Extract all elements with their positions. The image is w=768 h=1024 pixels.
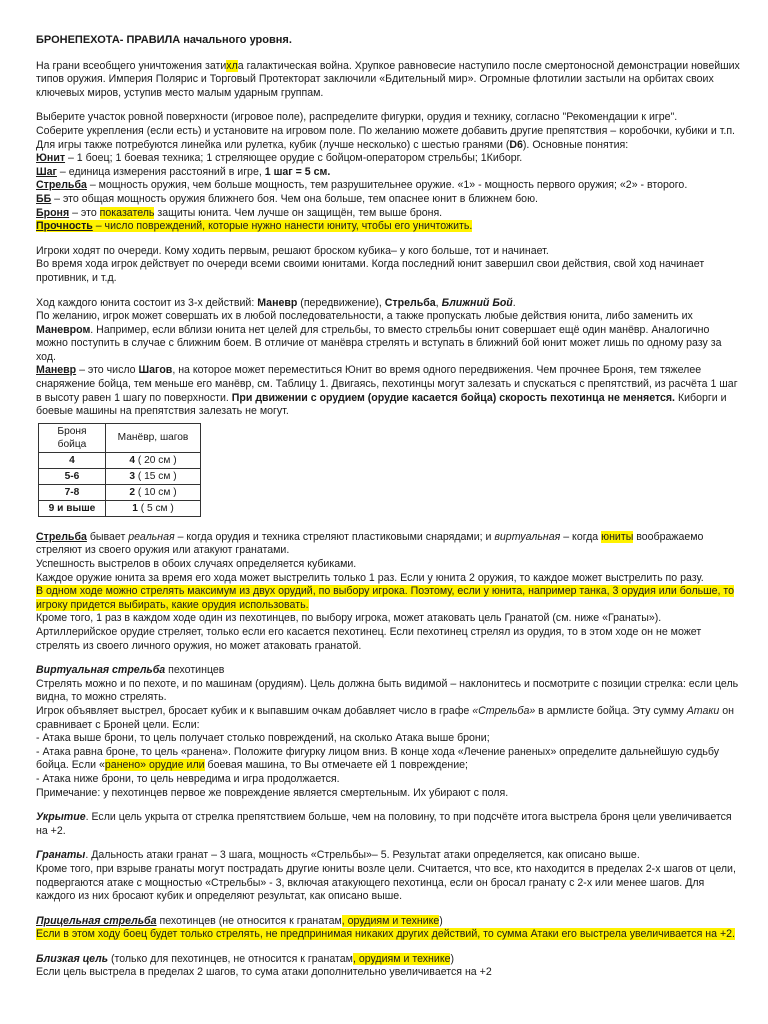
virtual-line-5: - Атака ниже брони, то цель невредима и игра продолжается. <box>36 772 340 785</box>
table-row: 7-8 2 ( 10 см ) <box>39 484 201 500</box>
setup-line-2: Соберите укрепления (если есть) и установите на игровом поле. По желанию можете добавить другие препятствия – коробочки, кубики и т.п. Для игры также потребуются линейка или рулетка, кубик (лучше несколько) с шестью гранями (D6). Основные понятия: <box>36 124 736 151</box>
virtual-note: Примечание: у пехотинцев первое же повреждение является смертельным. Их убирают с поля. <box>36 786 509 799</box>
close-target-heading: Близкая цель (только для пехотинцев, не относится к гранатам, орудиям и технике) <box>36 952 454 965</box>
actions-line-1: Ход каждого юнита состоит из 3-х действий: Маневр (передвижение), Стрельба, Ближний Бой. <box>36 296 516 309</box>
term-armor: Броня – это показатель защиты юнита. Чем лучше он защищён, тем выше броня. <box>36 206 443 219</box>
table-row: 4 4 ( 20 см ) <box>39 452 201 468</box>
page-title: БРОНЕПЕХОТА- ПРАВИЛА начального уровня. <box>36 34 292 46</box>
term-step: Шаг – единица измерения расстояний в игре, 1 шаг = 5 см. <box>36 165 331 178</box>
shooting-line-4: Кроме того, 1 раз в каждом ходе один из пехотинцев, по выбору игрока, может атаковать цель Гранатой (см. ниже «Гранаты»). <box>36 612 662 625</box>
shooting-line-3: Каждое оружие юнита за время его хода может выстрелить только 1 раз. Если у юнита 2 оружия, то каждое может выстрелить по разу. <box>36 571 704 584</box>
shooting-line-5: Артиллерийское орудие стреляет, только если его касается пехотинец. Если пехотинец стрелял из орудия, то в этом ходе он не может стрелять из своего личного оружия, но может атаковать гранатой. <box>36 626 702 652</box>
table-row: 9 и выше 1 ( 5 см ) <box>39 500 201 516</box>
shooting-line-2: Успешность выстрелов в обоих случаях определяется кубиками. <box>36 558 357 571</box>
virtual-line-4: - Атака равна броне, то цель «ранена». Положите фигурку лицом вниз. В конце хода «Лечение раненых» определите дальнейшую судьбу бойца. Если «ранено» орудие или боевая машина, то Вы отмечаете ей 1 повреждение; <box>36 745 720 772</box>
setup-line-1: Выберите участок ровной поверхности (игровое поле), распределите фигурки, орудия и технику, согласно "Рекомендации к игре". <box>36 111 678 124</box>
table-row: 5-6 3 ( 15 см ) <box>39 468 201 484</box>
actions-line-2: По желанию, игрок может совершать их в любой последовательности, а также пропускать любые действия юнита, либо заменить их Маневром. Например, если вблизи юнита нет целей для стрельбы, то вместо стрельбы юнит совершает ещё один манёвр. Аналогично можно поступить в случае с ближним боем. В отличие от манёвра стрелять и вступать в ближний бой юнит может лишь по одному разу за ход. <box>36 310 722 363</box>
term-shooting: Стрельба – мощность оружия, чем больше мощность, тем разрушительнее оружие. «1» - мощность первого оружия; «2» - второго. <box>36 179 688 192</box>
maneuver-paragraph: Маневр – это число Шагов, на которое может переместиться Юнит во время одного передвижения. Чем прочнее Броня, тем тяжелее снаряжение бойца, тем меньше его манёвр, см. Таблицу 1. Двигаясь, пехотинцы могут залезать и спускаться с препятствий, из расчёта 1 шаг в высоту равен 1 шагу по поверхности. При движении с орудием (орудие касается бойца) скорость пехотинца не меняется. Киборги и боевые машины на препятствия залезать не могут. <box>36 364 738 418</box>
grenades-line-2: Кроме того, при взрыве гранаты могут пострадать другие юниты возле цели. Считается, что все, кто находится в пределах 2-х шагов от цели, подвергаются атаке с мощностью «Стрельбы» - 3, включая атакующего пехотинца, если он бросал гранату с 2-х или менее шагов. Для каждого из них бросают кубик и определяют результат, как описано выше. <box>36 862 736 903</box>
term-unit: Юнит – 1 боец; 1 боевая техника; 1 стреляющее орудие с бойцом-оператором стрельбы; 1Киборг. <box>36 152 523 165</box>
shooting-highlight: В одном ходе можно стрелять максимум из двух орудий, по выбору игрока. Поэтому, если у юнита, например танка, 3 орудия или больше, то игроку придется выбирать, какие орудия использовать. <box>36 585 735 611</box>
table-header-row <box>39 423 201 452</box>
shooting-line-1: Стрельба бывает реальная – когда орудия и техника стреляют пластиковыми снарядами; и виртуальная – когда юниты воображаемо стреляют из своего оружия или атакуют гранатами. <box>36 530 704 557</box>
cover-paragraph: Укрытие. Если цель укрыта от стрелка препятствием больше, чем на половину, то при подсчёте итога выстрела броня цели увеличивается на +2. <box>36 811 732 837</box>
virtual-heading: Виртуальная стрельба пехотинцев <box>36 664 225 677</box>
term-melee: ББ – это общая мощность оружия ближнего боя. Чем она больше, тем опаснее юнит в ближнем бою. <box>36 192 538 205</box>
turns-line-2: Во время хода игрок действует по очереди всеми своими юнитами. Когда последний юнит завершил свои действия, свой ход начинает противник, и т.д. <box>36 258 705 284</box>
highlight: хл <box>226 59 238 72</box>
virtual-line-2: Игрок объявляет выстрел, бросает кубик и к выпавшим очкам добавляет число в графе «Стрельба» в армлисте бойца. Эту сумму Атаки он сравнивает с Броней цели. Если: <box>36 704 734 731</box>
virtual-line-1: Стрелять можно и по пехоте, и по машинам (орудиям). Цель должна быть видимой – наклонитесь и посмотрите с позиции стрелка: если цель видна, то можно стрелять. <box>36 677 739 704</box>
table-header: Манёвр, шагов <box>106 423 201 452</box>
aimed-heading: Прицельная стрельба пехотинцев (не относится к гранатам, орудиям и технике) <box>36 914 443 927</box>
grenades-paragraph: Гранаты. Дальность атаки гранат – 3 шага, мощность «Стрельбы»– 5. Результат атаки определяется, как описано выше. <box>36 849 640 862</box>
turns-line-1: Игроки ходят по очереди. Кому ходить первым, решают броском кубика– у кого больше, тот и начинает. <box>36 244 549 257</box>
intro-paragraph: На грани всеобщего уничтожения затихла галактическая война. Хрупкое равновесие наступило после смертоносной демонстрации новейших типов оружия. Империя Полярис и Торговый Протекторат заключили «Бдительный мир». Огромные флотилии застыли на орбитах своих ключевых миров, уступив место малым ударным группам. <box>36 59 740 99</box>
virtual-line-3: - Атака выше брони, то цель получает столько повреждений, на сколько Атака выше брони; <box>36 732 490 745</box>
close-target-line-2: Если цель выстрела в пределах 2 шагов, то сума атаки дополнительно увеличивается на +2 <box>36 966 492 979</box>
term-durability: Прочность – число повреждений, которые нужно нанести юниту, чтобы его уничтожить. <box>36 220 473 233</box>
aimed-highlight: Если в этом ходу боец будет только стрелять, не предпринимая никаких других действий, то сумма Атаки его выстрела увеличивается на +2. <box>36 928 735 941</box>
table-header: Броня бойца <box>39 423 106 452</box>
armor-maneuver-table <box>38 423 201 517</box>
